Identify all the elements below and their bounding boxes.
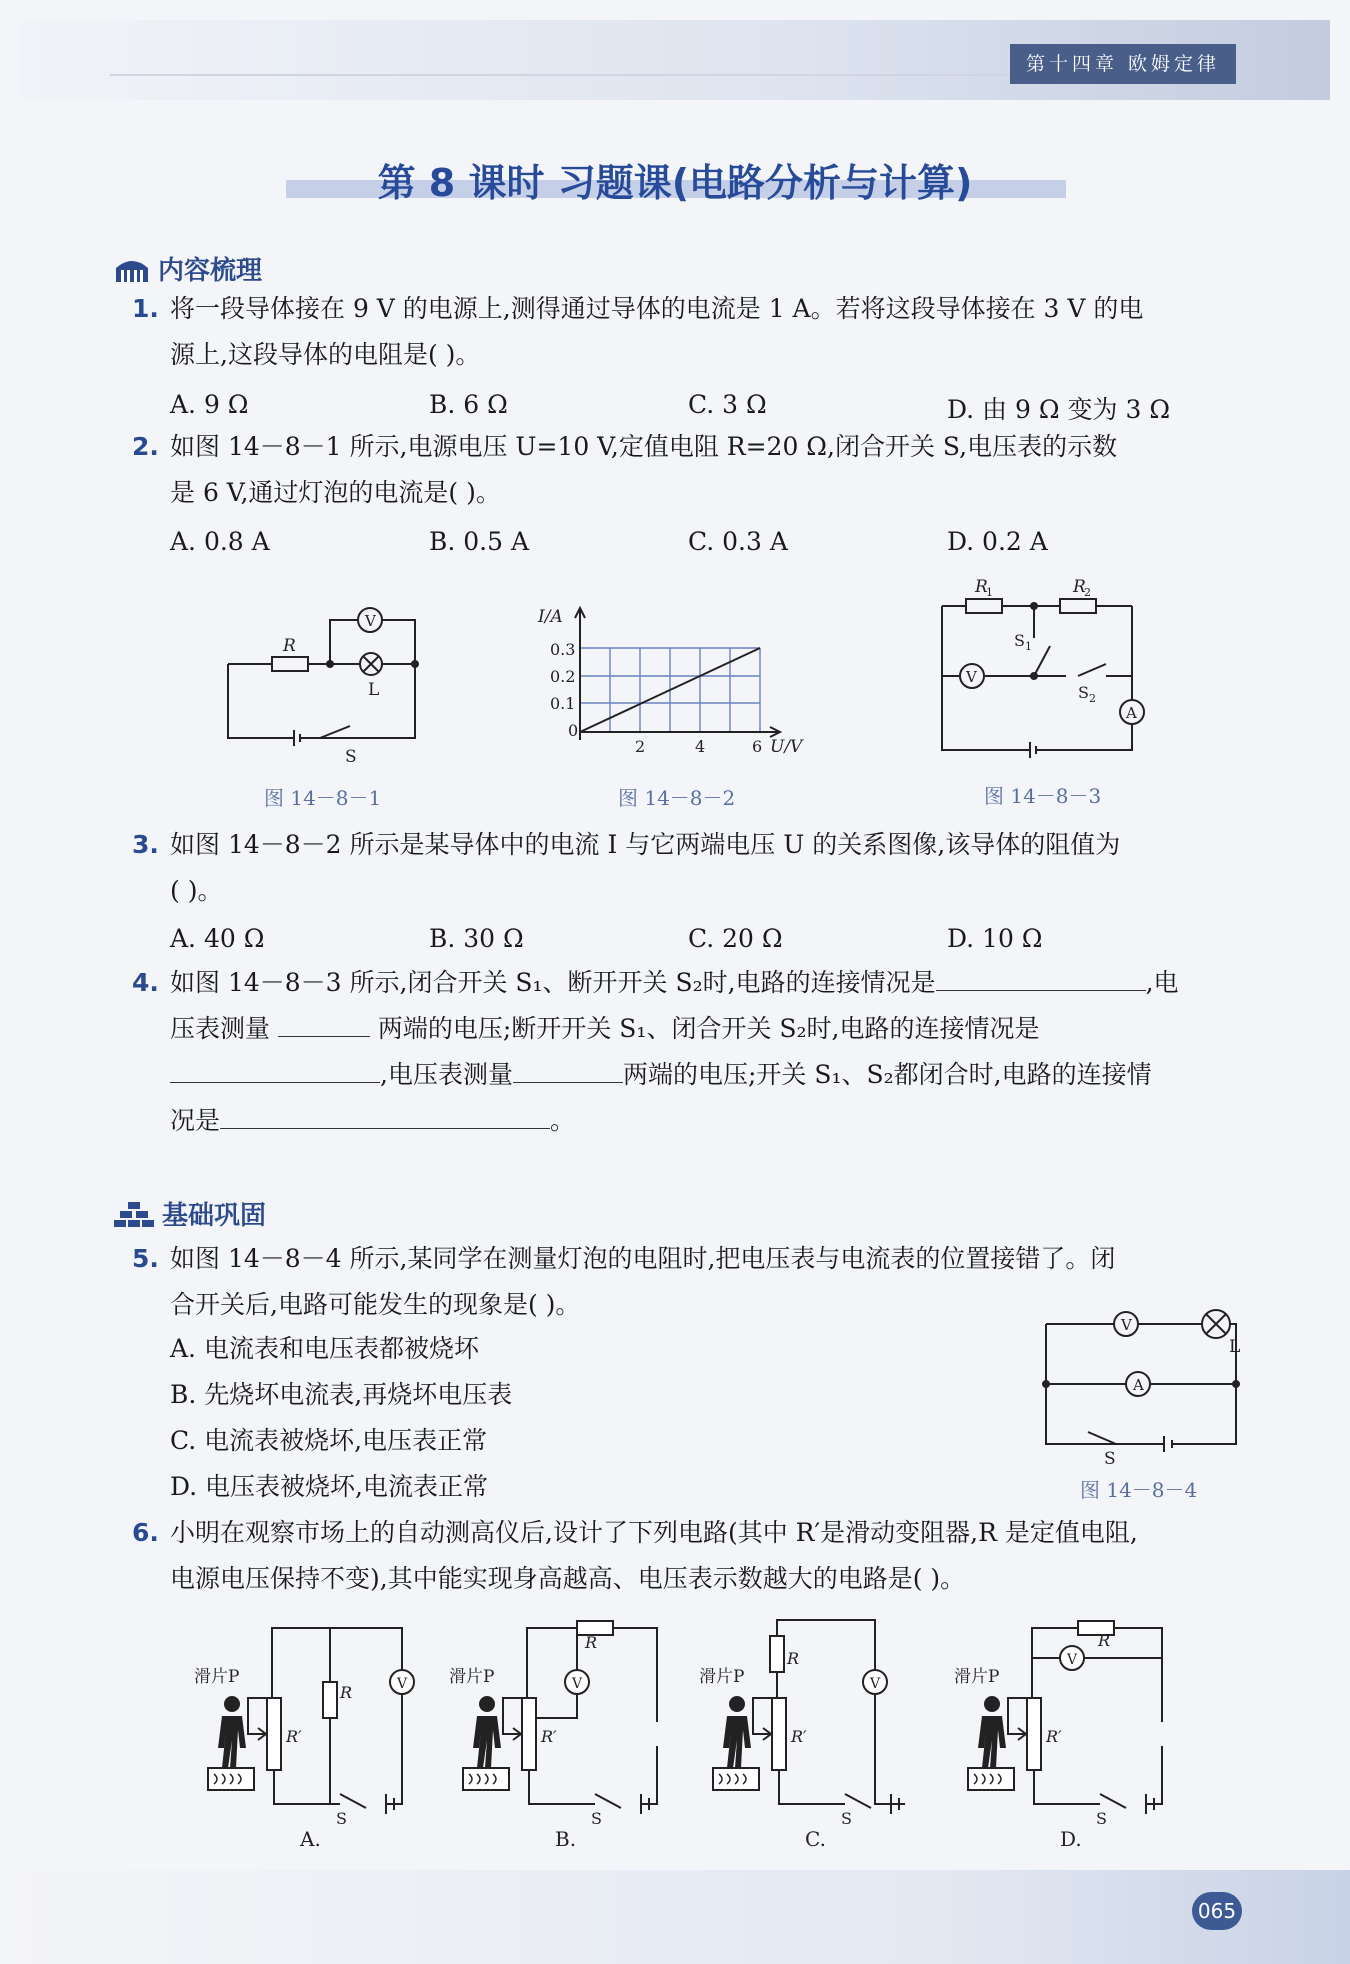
- slider-label: 滑片P: [954, 1667, 1000, 1687]
- question-number: 3.: [132, 830, 159, 859]
- circuit-option-d[interactable]: [950, 1618, 1180, 1848]
- label-s1-sub: 1: [1025, 640, 1032, 653]
- caption-14-8-4: 图 14－8－4: [1080, 1478, 1198, 1502]
- label-resistor: R: [1098, 1631, 1111, 1650]
- caption-14-8-1: 图 14－8－1: [264, 786, 382, 810]
- label-V: V: [966, 668, 977, 686]
- question-1: [132, 286, 1242, 378]
- label-S: S: [345, 747, 357, 767]
- label-R2: R: [1073, 577, 1086, 597]
- label-switch: S: [841, 1809, 852, 1828]
- question-2: [132, 424, 1242, 516]
- question-line: 是 6 V,通过灯泡的电流是( )。: [170, 478, 501, 507]
- question-line: 如图 14－8－2 所示是某导体中的电流 I 与它两端电压 U 的关系图像,该导体的阻值为: [170, 830, 1121, 859]
- figure-14-8-1: [220, 600, 430, 770]
- y-axis-label: I/A: [538, 607, 563, 627]
- x-axis-label: U/V: [770, 737, 803, 757]
- person-icon: [978, 1696, 1006, 1768]
- section-heading-content: [114, 250, 262, 287]
- figure-14-8-4: [1036, 1300, 1256, 1470]
- person-icon: [473, 1696, 501, 1768]
- option[interactable]: C. 20 Ω: [688, 924, 783, 953]
- label-s2-sub: 2: [1089, 692, 1096, 705]
- option[interactable]: B. 30 Ω: [429, 924, 524, 953]
- person-icon: [723, 1696, 751, 1768]
- label-S: S: [1104, 1449, 1116, 1469]
- question-text: 压表测量: [170, 1014, 271, 1043]
- question-line: 如图 14－8－1 所示,电源电压 U=10 V,定值电阻 R=20 Ω,闭合开关 S,电压表的示数: [170, 432, 1118, 461]
- question-3: [132, 822, 1242, 914]
- header-rule: [110, 74, 1010, 76]
- option[interactable]: A. 9 Ω: [170, 390, 249, 419]
- option[interactable]: A. 0.8 A: [170, 527, 270, 556]
- question-text: 两端的电压;开关 S₁、S₂都闭合时,电路的连接情: [622, 1060, 1152, 1089]
- label-A: A: [1126, 704, 1137, 722]
- label-voltmeter: V: [572, 1676, 583, 1692]
- building-icon: [114, 254, 150, 284]
- label-switch: S: [1096, 1809, 1107, 1828]
- option[interactable]: A. 电流表和电压表都被烧坏: [170, 1334, 479, 1363]
- circuit-option-a[interactable]: [190, 1618, 420, 1848]
- option-letter: B.: [555, 1827, 577, 1848]
- figure-14-8-3: [930, 568, 1160, 768]
- circuit-option-c[interactable]: [695, 1618, 925, 1848]
- question-4: [132, 960, 1242, 1144]
- label-voltmeter: V: [1067, 1652, 1078, 1668]
- answer-blank[interactable]: [220, 1102, 550, 1129]
- footer-band: [0, 1870, 1350, 1964]
- circuit-option-b[interactable]: [445, 1618, 675, 1848]
- question-line: 合开关后,电路可能发生的现象是( )。: [170, 1290, 581, 1319]
- section-heading-basic: [114, 1195, 266, 1232]
- label-switch: S: [336, 1809, 347, 1828]
- option[interactable]: D. 0.2 A: [947, 527, 1048, 556]
- chapter-tag: 第十四章 欧姆定律: [1010, 44, 1236, 84]
- svg-text:2: 2: [1084, 586, 1091, 599]
- q2-options: [170, 527, 1240, 556]
- label-rheostat: R′: [286, 1727, 302, 1746]
- label-voltmeter: V: [870, 1676, 881, 1692]
- label-R: R: [283, 636, 296, 656]
- origin-label: 0: [568, 721, 579, 740]
- label-rheostat: R′: [791, 1727, 807, 1746]
- question-line: 将一段导体接在 9 V 的电源上,测得通过导体的电流是 1 A。若将这段导体接在 3 V 的电: [170, 294, 1144, 323]
- bricks-icon: [114, 1200, 154, 1228]
- q1-options: [170, 390, 1240, 426]
- question-line: 小明在观察市场上的自动测高仪后,设计了下列电路(其中 R′是滑动变阻器,R 是定值电阻,: [170, 1518, 1138, 1547]
- option[interactable]: B. 6 Ω: [429, 390, 508, 419]
- caption-14-8-2: 图 14－8－2: [618, 786, 736, 810]
- question-line: 源上,这段导体的电阻是( )。: [170, 340, 481, 369]
- question-line: 电源电压保持不变),其中能实现身高越高、电压表示数越大的电路是( )。: [170, 1564, 966, 1593]
- page-number: 065: [1192, 1892, 1242, 1930]
- label-rheostat: R′: [541, 1727, 557, 1746]
- q5-options: [170, 1326, 512, 1510]
- label-S2: S: [1078, 683, 1089, 702]
- label-rheostat: R′: [1046, 1727, 1062, 1746]
- svg-text:1: 1: [986, 586, 993, 599]
- question-text: 况是: [170, 1106, 221, 1135]
- option[interactable]: B. 先烧坏电流表,再烧坏电压表: [170, 1380, 513, 1409]
- x-tick: 6: [752, 737, 763, 756]
- resistor-R: [272, 657, 308, 671]
- label-V: V: [1121, 1316, 1132, 1334]
- y-tick: 0.1: [550, 694, 576, 713]
- question-number: 1.: [132, 294, 159, 323]
- x-tick: 2: [635, 737, 646, 756]
- question-number: 2.: [132, 432, 159, 461]
- y-tick: 0.2: [550, 667, 576, 686]
- question-text: ,电: [1145, 968, 1179, 997]
- label-resistor: R: [585, 1633, 598, 1652]
- label-R1: R: [975, 577, 988, 597]
- answer-blank[interactable]: [170, 1056, 380, 1083]
- question-text: 。: [550, 1106, 576, 1135]
- slider-label: 滑片P: [449, 1667, 495, 1687]
- q3-options: [170, 924, 1240, 953]
- answer-blank[interactable]: [936, 964, 1146, 991]
- slider-label: 滑片P: [194, 1667, 240, 1687]
- option[interactable]: A. 40 Ω: [170, 924, 265, 953]
- question-number: 4.: [132, 968, 159, 997]
- option-letter: A.: [300, 1827, 321, 1848]
- option[interactable]: C. 0.3 A: [688, 527, 788, 556]
- y-tick: 0.3: [550, 640, 576, 659]
- section-title: 内容梳理: [158, 256, 263, 286]
- caption-14-8-3: 图 14－8－3: [984, 784, 1102, 808]
- question-number: 6.: [132, 1518, 159, 1547]
- slider-label: 滑片P: [699, 1667, 745, 1687]
- label-L: L: [368, 680, 380, 700]
- page-title: 第 8 课时 习题课(电路分析与计算): [377, 161, 973, 205]
- question-text: 两端的电压;断开开关 S₁、闭合开关 S₂时,电路的连接情况是: [377, 1014, 1040, 1043]
- option-letter: D.: [1060, 1827, 1082, 1848]
- question-number: 5.: [132, 1244, 159, 1273]
- question-line: 如图 14－8－4 所示,某同学在测量灯泡的电阻时,把电压表与电流表的位置接错了。闭: [170, 1244, 1116, 1273]
- question-text: ,电压表测量: [380, 1060, 513, 1089]
- option-letter: C.: [805, 1827, 826, 1848]
- label-voltmeter: V: [397, 1676, 408, 1692]
- option[interactable]: B. 0.5 A: [429, 527, 530, 556]
- option[interactable]: D. 10 Ω: [947, 924, 1043, 953]
- figure-14-8-2: [530, 600, 820, 760]
- option[interactable]: C. 3 Ω: [688, 390, 767, 419]
- option[interactable]: D. 由 9 Ω 变为 3 Ω: [947, 395, 1171, 424]
- option[interactable]: D. 电压表被烧坏,电流表正常: [170, 1472, 488, 1501]
- question-6: [132, 1510, 1242, 1602]
- answer-blank[interactable]: [278, 1010, 370, 1037]
- label-V: V: [365, 612, 376, 630]
- question-line: ( )。: [170, 876, 223, 905]
- label-S1: S: [1014, 631, 1025, 650]
- label-switch: S: [591, 1809, 602, 1828]
- label-resistor: R: [787, 1649, 800, 1668]
- question-text: 如图 14－8－3 所示,闭合开关 S₁、断开开关 S₂时,电路的连接情况是: [170, 968, 936, 997]
- x-tick: 4: [695, 737, 706, 756]
- section-title: 基础巩固: [162, 1201, 267, 1231]
- label-L: L: [1229, 1337, 1241, 1357]
- label-A: A: [1133, 1376, 1144, 1394]
- option[interactable]: C. 电流表被烧坏,电压表正常: [170, 1426, 488, 1455]
- label-resistor: R: [340, 1683, 353, 1702]
- person-icon: [218, 1696, 246, 1768]
- answer-blank[interactable]: [513, 1056, 623, 1083]
